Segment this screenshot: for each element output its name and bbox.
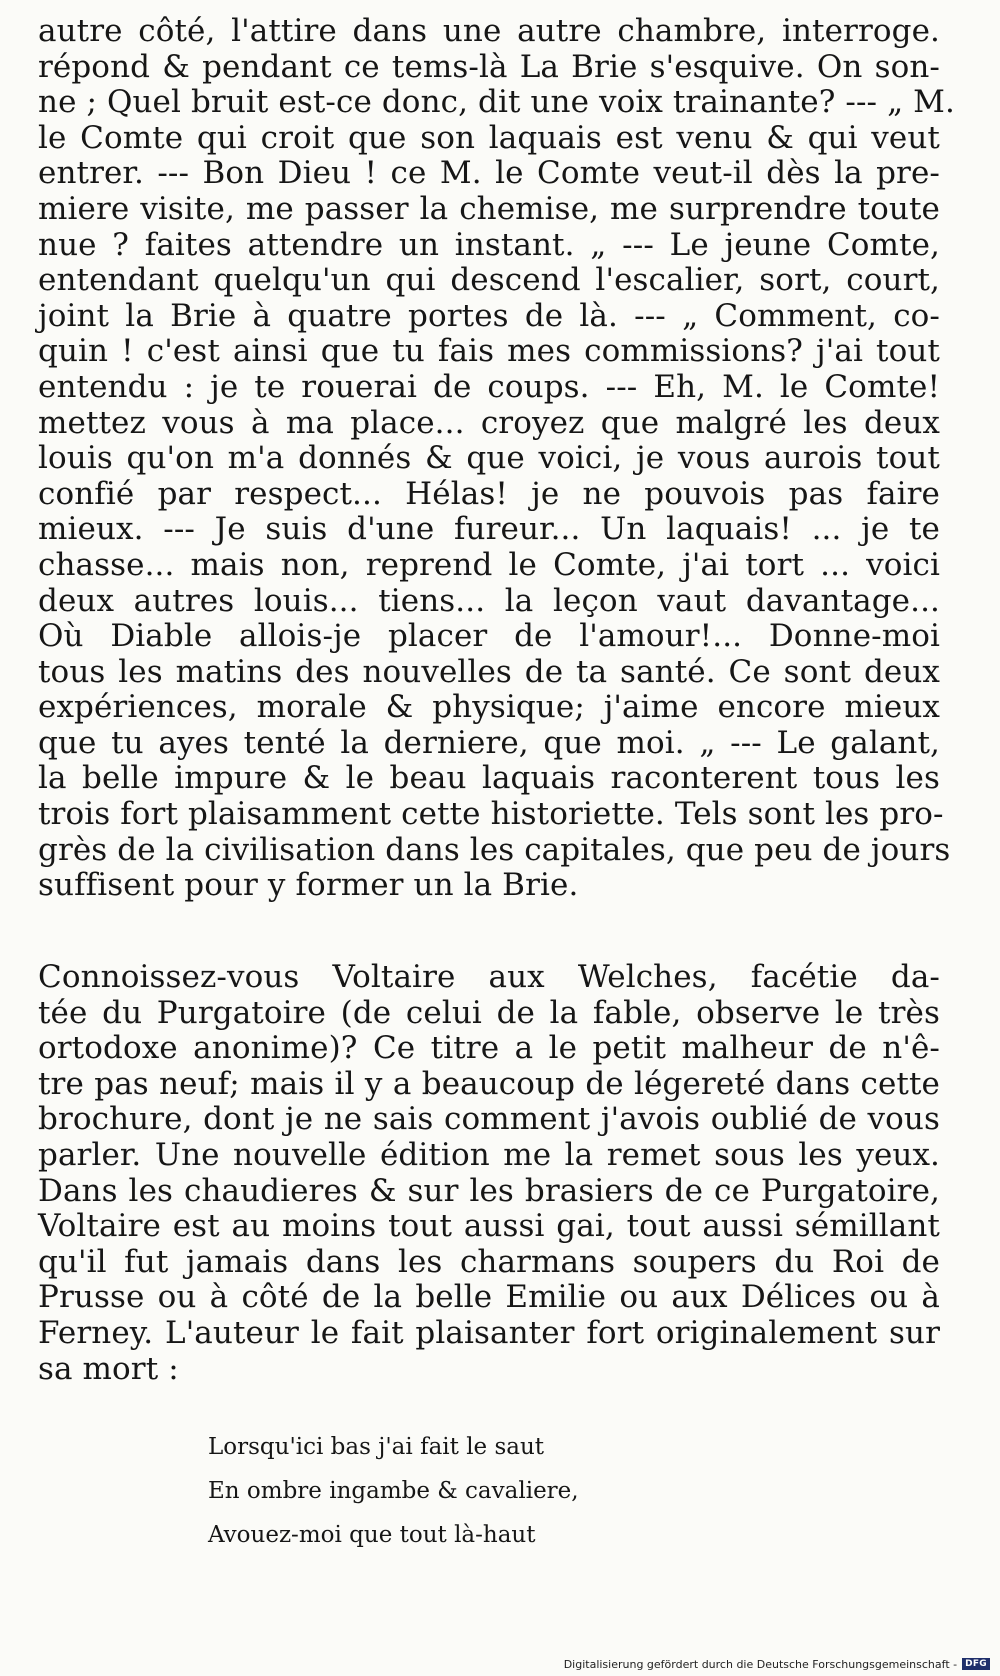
text-line: autre côté, l'attire dans une autre chambre, interroge. — [38, 13, 940, 49]
text-line: louis qu'on m'a donnés & que voici, je vous aurois tout — [38, 440, 940, 477]
text-line: Voltaire est au moins tout aussi gai, tout aussi sémillant — [38, 1208, 940, 1245]
credit-text: Digitalisierung gefördert durch die Deutsche Forschungsgemeinschaft - — [563, 1657, 958, 1671]
text-line: mieux. --- Je suis d'une fureur... Un laquais! ... je te — [38, 511, 940, 548]
text-line: deux autres louis... tiens... la leçon vaut davantage... — [38, 582, 940, 619]
text-line: nue ? faites attendre un instant. „ --- Le jeune Comte, — [38, 226, 940, 263]
verse-line: Lorsqu'ici bas j'ai fait le saut — [208, 1434, 545, 1460]
text-line: Prusse ou à côté de la belle Emilie ou aux Délices ou à — [38, 1279, 940, 1316]
paragraph-voltaire — [38, 960, 940, 1387]
text-line: parler. Une nouvelle édition me la remet sous les yeux. — [38, 1136, 940, 1173]
text-line: que tu ayes tenté la derniere, que moi. „ --- Le galant, — [38, 724, 940, 761]
text-line: expériences, morale & physique; j'aime encore mieux — [38, 689, 940, 726]
text-line: grès de la civilisation dans les capitales, que peu de jours — [38, 831, 951, 868]
text-line: miere visite, me passer la chemise, me surprendre toute — [38, 190, 940, 227]
text-line: la belle impure & le beau laquais raconterent tous les — [38, 760, 940, 797]
text-line: Connoissez-vous Voltaire aux Welches, facétie da- — [38, 959, 940, 995]
text-line: tre pas neuf; mais il y a beaucoup de légereté dans cette — [38, 1065, 940, 1102]
verse-line: Avouez-moi que tout là-haut — [208, 1522, 536, 1548]
text-line: Dans les chaudieres & sur les brasiers de ce Purgatoire, — [38, 1172, 940, 1209]
text-line: joint la Brie à quatre portes de là. --- „ Comment, co- — [38, 297, 940, 334]
text-line: tée du Purgatoire (de celui de la fable, observe le très — [38, 994, 940, 1031]
text-line: ortodoxe anonime)? Ce titre a le petit malheur de n'ê- — [38, 1030, 940, 1067]
text-line: suffisent pour y former un la Brie. — [38, 867, 579, 904]
text-line: chasse... mais non, reprend le Comte, j'ai tort ... voici — [38, 546, 940, 583]
verse-quotation — [208, 1425, 628, 1557]
text-line: mettez vous à ma place... croyez que malgré les deux — [38, 404, 940, 441]
text-line: sa mort : — [38, 1350, 179, 1387]
dfg-logo: DFG — [962, 1658, 990, 1670]
text-line: trois fort plaisamment cette historiette. Tels sont les pro- — [38, 796, 944, 833]
text-line: tous les matins des nouvelles de ta santé. Ce sont deux — [38, 653, 940, 690]
text-line: entendu : je te rouerai de coups. --- Eh, M. le Comte! — [38, 368, 940, 405]
text-line: brochure, dont je ne sais comment j'avois oublié de vous — [38, 1101, 940, 1138]
text-line: quin ! c'est ainsi que tu fais mes commissions? j'ai tout — [38, 333, 940, 370]
text-line: entendant quelqu'un qui descend l'escalier, sort, court, — [38, 262, 940, 299]
text-line: répond & pendant ce tems-là La Brie s'esquive. On son- — [38, 48, 940, 85]
paragraph-anecdote — [38, 13, 955, 904]
text-line: qu'il fut jamais dans les charmans soupers du Roi de — [38, 1243, 940, 1280]
text-line: entrer. --- Bon Dieu ! ce M. le Comte veut-il dès la pre- — [38, 155, 940, 192]
text-line: Ferney. L'auteur le fait plaisanter fort originalement sur — [38, 1314, 940, 1351]
text-line: Où Diable allois-je placer de l'amour!... Donne-moi — [38, 618, 940, 655]
text-line: ne ; Quel bruit est-ce donc, dit une voix trainante? --- „ M. — [38, 84, 955, 121]
text-line: le Comte qui croit que son laquais est venu & qui veut — [38, 119, 940, 156]
text-line: confié par respect... Hélas! je ne pouvois pas faire — [38, 475, 940, 512]
digitization-credit — [564, 1656, 990, 1672]
verse-line: En ombre ingambe & cavaliere, — [208, 1478, 579, 1504]
